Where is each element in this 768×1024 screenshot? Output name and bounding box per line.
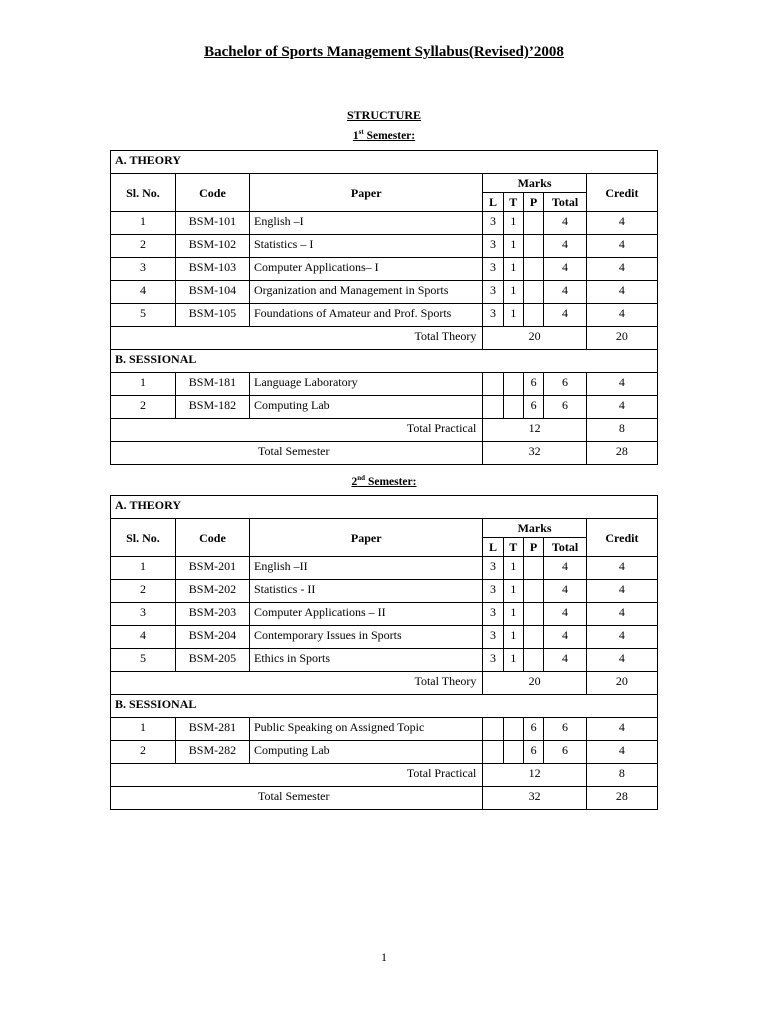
cell-total: 4 bbox=[544, 281, 587, 304]
cell-t bbox=[503, 373, 523, 396]
table-row bbox=[111, 626, 658, 649]
table-row bbox=[111, 373, 658, 396]
cell-slno: 3 bbox=[111, 258, 176, 281]
total-theory-marks: 20 bbox=[483, 327, 586, 350]
cell-l: 3 bbox=[483, 557, 503, 580]
header-marks: Marks bbox=[483, 519, 586, 538]
cell-p bbox=[523, 304, 543, 327]
header-credit: Credit bbox=[586, 519, 657, 557]
cell-total: 4 bbox=[544, 626, 587, 649]
cell-l: 3 bbox=[483, 603, 503, 626]
table-row bbox=[111, 396, 658, 419]
cell-p: 6 bbox=[523, 373, 543, 396]
section-row-sessional bbox=[111, 695, 658, 718]
cell-p: 6 bbox=[523, 741, 543, 764]
table-row bbox=[111, 580, 658, 603]
header-row bbox=[111, 519, 658, 538]
cell-code: BSM-101 bbox=[175, 212, 249, 235]
total-practical-label: Total Practical bbox=[111, 419, 483, 442]
cell-code: BSM-203 bbox=[175, 603, 249, 626]
total-semester-marks: 32 bbox=[483, 787, 586, 810]
cell-credit: 4 bbox=[586, 603, 657, 626]
semester-1-heading bbox=[0, 128, 768, 142]
header-t: T bbox=[503, 538, 523, 557]
table-row bbox=[111, 741, 658, 764]
total-practical-row bbox=[111, 419, 658, 442]
cell-code: BSM-182 bbox=[175, 396, 249, 419]
total-semester-marks: 32 bbox=[483, 442, 586, 465]
cell-credit: 4 bbox=[586, 281, 657, 304]
cell-slno: 4 bbox=[111, 626, 176, 649]
cell-code: BSM-282 bbox=[175, 741, 249, 764]
total-semester-label: Total Semester bbox=[111, 442, 483, 465]
cell-credit: 4 bbox=[586, 212, 657, 235]
header-t: T bbox=[503, 193, 523, 212]
cell-total: 6 bbox=[544, 741, 587, 764]
cell-t bbox=[503, 741, 523, 764]
section-label-theory: A. THEORY bbox=[111, 496, 658, 519]
cell-l bbox=[483, 741, 503, 764]
total-semester-row bbox=[111, 787, 658, 810]
cell-paper: English –I bbox=[250, 212, 483, 235]
cell-paper: Statistics - II bbox=[250, 580, 483, 603]
total-theory-label: Total Theory bbox=[111, 672, 483, 695]
cell-p bbox=[523, 212, 543, 235]
cell-credit: 4 bbox=[586, 580, 657, 603]
cell-paper: Ethics in Sports bbox=[250, 649, 483, 672]
header-total: Total bbox=[544, 193, 587, 212]
section-label-sessional: B. SESSIONAL bbox=[111, 350, 658, 373]
cell-p bbox=[523, 649, 543, 672]
cell-code: BSM-202 bbox=[175, 580, 249, 603]
cell-slno: 3 bbox=[111, 603, 176, 626]
table-row bbox=[111, 235, 658, 258]
cell-code: BSM-103 bbox=[175, 258, 249, 281]
cell-total: 6 bbox=[544, 373, 587, 396]
cell-t: 1 bbox=[503, 603, 523, 626]
cell-l: 3 bbox=[483, 258, 503, 281]
cell-t: 1 bbox=[503, 580, 523, 603]
header-slno: Sl. No. bbox=[111, 519, 176, 557]
semester-ordinal-suffix: nd bbox=[357, 474, 366, 482]
section-row-theory bbox=[111, 151, 658, 174]
cell-slno: 2 bbox=[111, 741, 176, 764]
section-row-theory bbox=[111, 496, 658, 519]
cell-t: 1 bbox=[503, 212, 523, 235]
header-p: P bbox=[523, 193, 543, 212]
cell-credit: 4 bbox=[586, 258, 657, 281]
cell-credit: 4 bbox=[586, 304, 657, 327]
cell-total: 6 bbox=[544, 718, 587, 741]
header-paper: Paper bbox=[250, 519, 483, 557]
cell-t: 1 bbox=[503, 557, 523, 580]
cell-paper: Public Speaking on Assigned Topic bbox=[250, 718, 483, 741]
cell-paper: English –II bbox=[250, 557, 483, 580]
cell-p bbox=[523, 281, 543, 304]
table-body bbox=[111, 496, 658, 810]
cell-t: 1 bbox=[503, 258, 523, 281]
cell-l: 3 bbox=[483, 212, 503, 235]
cell-p bbox=[523, 258, 543, 281]
cell-l: 3 bbox=[483, 235, 503, 258]
header-l: L bbox=[483, 193, 503, 212]
cell-p bbox=[523, 603, 543, 626]
cell-total: 4 bbox=[544, 580, 587, 603]
cell-total: 4 bbox=[544, 235, 587, 258]
total-practical-credit: 8 bbox=[586, 764, 657, 787]
cell-slno: 2 bbox=[111, 580, 176, 603]
section-row-sessional bbox=[111, 350, 658, 373]
total-semester-row bbox=[111, 442, 658, 465]
cell-credit: 4 bbox=[586, 396, 657, 419]
total-theory-row bbox=[111, 672, 658, 695]
cell-code: BSM-281 bbox=[175, 718, 249, 741]
cell-l bbox=[483, 373, 503, 396]
total-practical-label: Total Practical bbox=[111, 764, 483, 787]
cell-p: 6 bbox=[523, 718, 543, 741]
cell-credit: 4 bbox=[586, 557, 657, 580]
total-theory-marks: 20 bbox=[483, 672, 586, 695]
page-number: 1 bbox=[381, 950, 387, 964]
total-theory-label: Total Theory bbox=[111, 327, 483, 350]
cell-l bbox=[483, 396, 503, 419]
cell-credit: 4 bbox=[586, 373, 657, 396]
cell-paper: Computer Applications– I bbox=[250, 258, 483, 281]
cell-l: 3 bbox=[483, 304, 503, 327]
total-practical-marks: 12 bbox=[483, 419, 586, 442]
cell-paper: Contemporary Issues in Sports bbox=[250, 626, 483, 649]
total-semester-credit: 28 bbox=[586, 442, 657, 465]
cell-t: 1 bbox=[503, 235, 523, 258]
cell-code: BSM-102 bbox=[175, 235, 249, 258]
header-row bbox=[111, 174, 658, 193]
document-title: Bachelor of Sports Management Syllabus(Revised)’2008 bbox=[204, 44, 564, 60]
cell-paper: Language Laboratory bbox=[250, 373, 483, 396]
total-theory-row bbox=[111, 327, 658, 350]
cell-t bbox=[503, 396, 523, 419]
cell-total: 4 bbox=[544, 212, 587, 235]
table-row bbox=[111, 212, 658, 235]
cell-p bbox=[523, 235, 543, 258]
cell-credit: 4 bbox=[586, 718, 657, 741]
cell-paper: Statistics – I bbox=[250, 235, 483, 258]
cell-paper: Computing Lab bbox=[250, 741, 483, 764]
section-label-theory: A. THEORY bbox=[111, 151, 658, 174]
cell-p bbox=[523, 557, 543, 580]
table-row bbox=[111, 649, 658, 672]
cell-total: 4 bbox=[544, 258, 587, 281]
semester-2-heading bbox=[0, 474, 768, 488]
total-practical-row bbox=[111, 764, 658, 787]
total-practical-marks: 12 bbox=[483, 764, 586, 787]
cell-total: 6 bbox=[544, 396, 587, 419]
header-credit: Credit bbox=[586, 174, 657, 212]
semester-2-table bbox=[110, 495, 658, 810]
cell-code: BSM-205 bbox=[175, 649, 249, 672]
total-practical-credit: 8 bbox=[586, 419, 657, 442]
semester-1-table bbox=[110, 150, 658, 465]
header-slno: Sl. No. bbox=[111, 174, 176, 212]
semester-number: 1 bbox=[352, 129, 359, 142]
cell-slno: 2 bbox=[111, 396, 176, 419]
cell-credit: 4 bbox=[586, 741, 657, 764]
header-total: Total bbox=[544, 538, 587, 557]
cell-total: 4 bbox=[544, 603, 587, 626]
table-row bbox=[111, 603, 658, 626]
total-theory-credit: 20 bbox=[586, 672, 657, 695]
semester-number: 2 bbox=[351, 475, 358, 488]
semester-ordinal-suffix: st bbox=[358, 128, 364, 136]
cell-paper: Organization and Management in Sports bbox=[250, 281, 483, 304]
cell-l: 3 bbox=[483, 281, 503, 304]
cell-code: BSM-104 bbox=[175, 281, 249, 304]
cell-credit: 4 bbox=[586, 235, 657, 258]
cell-l: 3 bbox=[483, 626, 503, 649]
cell-slno: 1 bbox=[111, 718, 176, 741]
table-body bbox=[111, 151, 658, 465]
header-code: Code bbox=[175, 174, 249, 212]
cell-code: BSM-201 bbox=[175, 557, 249, 580]
cell-code: BSM-105 bbox=[175, 304, 249, 327]
cell-code: BSM-204 bbox=[175, 626, 249, 649]
section-label-sessional: B. SESSIONAL bbox=[111, 695, 658, 718]
cell-l bbox=[483, 718, 503, 741]
header-paper: Paper bbox=[250, 174, 483, 212]
cell-paper: Computing Lab bbox=[250, 396, 483, 419]
header-p: P bbox=[523, 538, 543, 557]
cell-l: 3 bbox=[483, 649, 503, 672]
cell-t: 1 bbox=[503, 304, 523, 327]
table-row bbox=[111, 281, 658, 304]
cell-code: BSM-181 bbox=[175, 373, 249, 396]
structure-heading: STRUCTURE bbox=[346, 108, 421, 122]
cell-credit: 4 bbox=[586, 649, 657, 672]
cell-slno: 2 bbox=[111, 235, 176, 258]
cell-total: 4 bbox=[544, 649, 587, 672]
header-marks: Marks bbox=[483, 174, 586, 193]
total-semester-credit: 28 bbox=[586, 787, 657, 810]
header-code: Code bbox=[175, 519, 249, 557]
cell-t: 1 bbox=[503, 626, 523, 649]
cell-total: 4 bbox=[544, 304, 587, 327]
semester-label: Semester: bbox=[363, 129, 416, 142]
total-theory-credit: 20 bbox=[586, 327, 657, 350]
cell-t bbox=[503, 718, 523, 741]
cell-p bbox=[523, 626, 543, 649]
cell-slno: 5 bbox=[111, 304, 176, 327]
cell-slno: 5 bbox=[111, 649, 176, 672]
cell-t: 1 bbox=[503, 281, 523, 304]
total-semester-label: Total Semester bbox=[111, 787, 483, 810]
table-row bbox=[111, 557, 658, 580]
cell-slno: 1 bbox=[111, 212, 176, 235]
cell-t: 1 bbox=[503, 649, 523, 672]
cell-l: 3 bbox=[483, 580, 503, 603]
table-row bbox=[111, 718, 658, 741]
cell-p bbox=[523, 580, 543, 603]
cell-slno: 4 bbox=[111, 281, 176, 304]
header-l: L bbox=[483, 538, 503, 557]
table-row bbox=[111, 304, 658, 327]
table-row bbox=[111, 258, 658, 281]
cell-slno: 1 bbox=[111, 557, 176, 580]
cell-paper: Computer Applications – II bbox=[250, 603, 483, 626]
cell-paper: Foundations of Amateur and Prof. Sports bbox=[250, 304, 483, 327]
cell-p: 6 bbox=[523, 396, 543, 419]
semester-label: Semester: bbox=[365, 475, 417, 488]
cell-total: 4 bbox=[544, 557, 587, 580]
cell-slno: 1 bbox=[111, 373, 176, 396]
cell-credit: 4 bbox=[586, 626, 657, 649]
